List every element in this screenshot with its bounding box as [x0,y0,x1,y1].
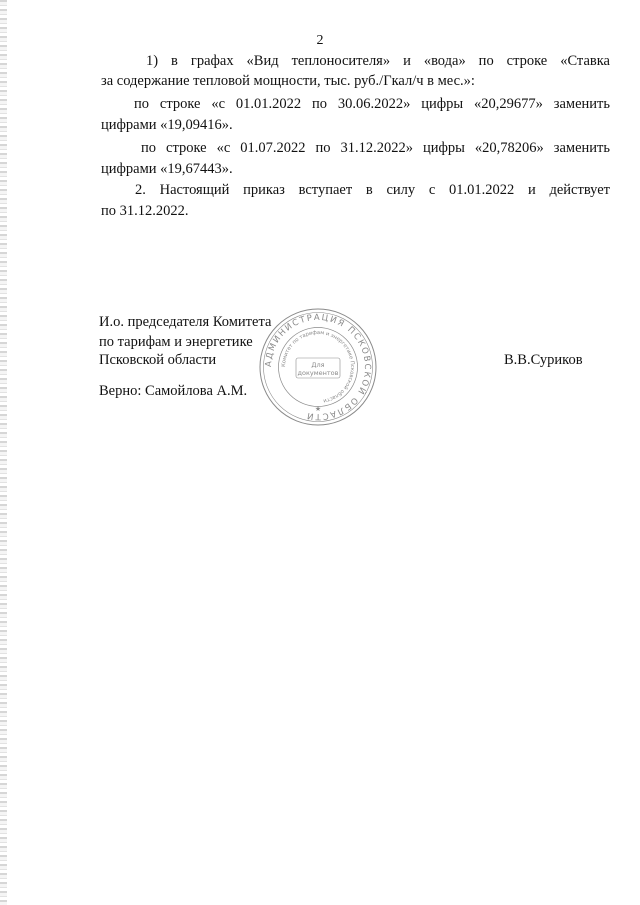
replacement-row2-line2: цифрами «19,67443». [101,161,233,177]
seal-star-icon: ★ [314,405,322,413]
signatory-title-line2: по тарифам и энергетике [99,334,253,350]
seal-inner-text: Комитет по тарифам и энергетике Псковской области [280,329,356,404]
item1-text-line1: 1) в графах «Вид теплоносителя» и «вода» по строке «Ставка [146,53,610,69]
page-number: 2 [316,33,324,48]
replacement-row1-line2: цифрами «19,09416». [101,117,233,133]
official-seal [258,307,378,427]
item2-text-line1: 2. Настоящий приказ вступает в силу с 01.01.2022 и действует [135,182,610,198]
replacement-row2-line1: по строке «с 01.07.2022 по 31.12.2022» цифры «20,78206» заменить [141,140,610,156]
seal-center-text-line2: документов [297,369,339,377]
item1-text-line2: за содержание тепловой мощности, тыс. руб./Гкал/ч в мес.»: [101,73,475,89]
item2-text-line2: по 31.12.2022. [101,203,189,219]
certified-copy-note: Верно: Самойлова А.М. [99,383,248,399]
scan-edge-artifact [0,0,7,905]
replacement-row1-line1: по строке «с 01.01.2022 по 30.06.2022» цифры «20,29677» заменить [134,96,610,112]
seal-outer-text: АДМИНИСТРАЦИЯ ПСКОВСКОЙ ОБЛАСТИ [263,312,373,422]
signatory-title-line3: Псковской области [99,352,217,368]
seal-center-text-line1: Для [311,361,325,369]
signatory-name: В.В.Суриков [504,352,583,368]
signatory-title-line1: И.о. председателя Комитета [99,314,272,330]
